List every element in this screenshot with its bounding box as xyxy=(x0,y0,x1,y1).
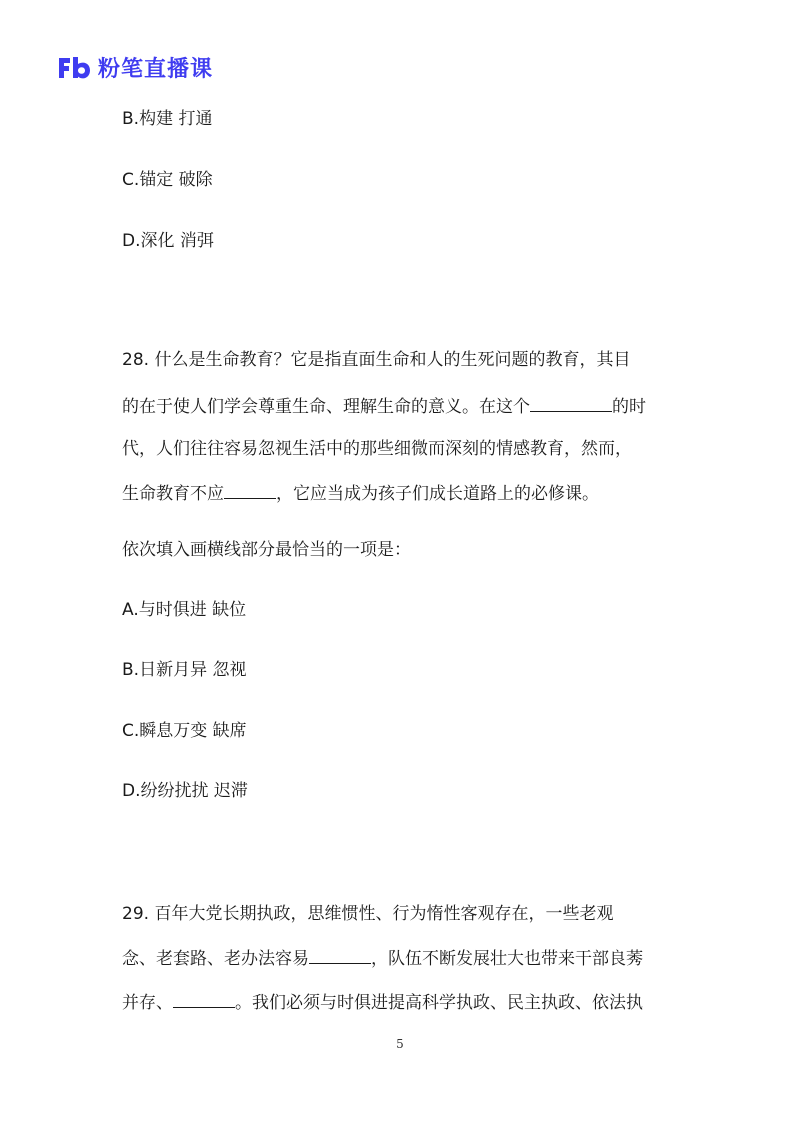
q28-option-c: C.瞬息万变 缺席 xyxy=(122,721,247,741)
q28-stem-line-2-end: 的时 xyxy=(612,397,646,417)
q29-blank-2 xyxy=(173,989,235,1008)
q29-stem-line-2 xyxy=(122,945,643,971)
q29-stem-line-2-start: 念、老套路、老办法容易 xyxy=(122,949,309,969)
brand-name: 粉笔直播课 xyxy=(98,57,214,82)
q27-option-c: C.锚定 破除 xyxy=(122,170,213,190)
q29-stem-line-1: 29. 百年大党长期执政，思维惯性、行为惰性客观存在，一些老观 xyxy=(122,904,614,924)
q27-option-b: B.构建 打通 xyxy=(122,109,213,129)
q29-stem-line-3 xyxy=(122,989,643,1015)
brand-logo xyxy=(56,52,213,83)
q28-option-d: D.纷纷扰扰 迟滞 xyxy=(122,781,248,801)
q28-instruction: 依次填入画横线部分最恰当的一项是： xyxy=(122,540,411,560)
q27-option-d: D.深化 消弭 xyxy=(122,231,214,251)
q28-option-a: A.与时俱进 缺位 xyxy=(122,600,247,620)
q29-blank-1 xyxy=(309,945,371,964)
fb-logo-icon xyxy=(56,54,92,82)
q28-option-b: B.日新月异 忽视 xyxy=(122,660,247,680)
page-number: 5 xyxy=(396,1037,404,1051)
q28-stem-line-1: 28. 什么是生命教育？它是指直面生命和人的生死问题的教育，其目 xyxy=(122,350,631,370)
q29-stem-line-3-end: 。我们必须与时俱进提高科学执政、民主执政、依法执 xyxy=(235,993,643,1013)
q28-stem-line-2-start: 的在于使人们学会尊重生命、理解生命的意义。在这个 xyxy=(122,397,530,417)
q28-stem-line-2 xyxy=(122,393,646,419)
q28-stem-line-4 xyxy=(122,480,599,506)
q29-stem-line-3-start: 并存、 xyxy=(122,993,173,1013)
q28-stem-line-4-end: ，它应当成为孩子们成长道路上的必修课。 xyxy=(276,484,599,504)
q28-blank-1 xyxy=(530,393,612,412)
q28-blank-2 xyxy=(224,480,276,499)
q28-stem-line-4-start: 生命教育不应 xyxy=(122,484,224,504)
q28-stem-line-3: 代，人们往往容易忽视生活中的那些细微而深刻的情感教育，然而， xyxy=(122,439,632,459)
q29-stem-line-2-end: ，队伍不断发展壮大也带来干部良莠 xyxy=(371,949,643,969)
